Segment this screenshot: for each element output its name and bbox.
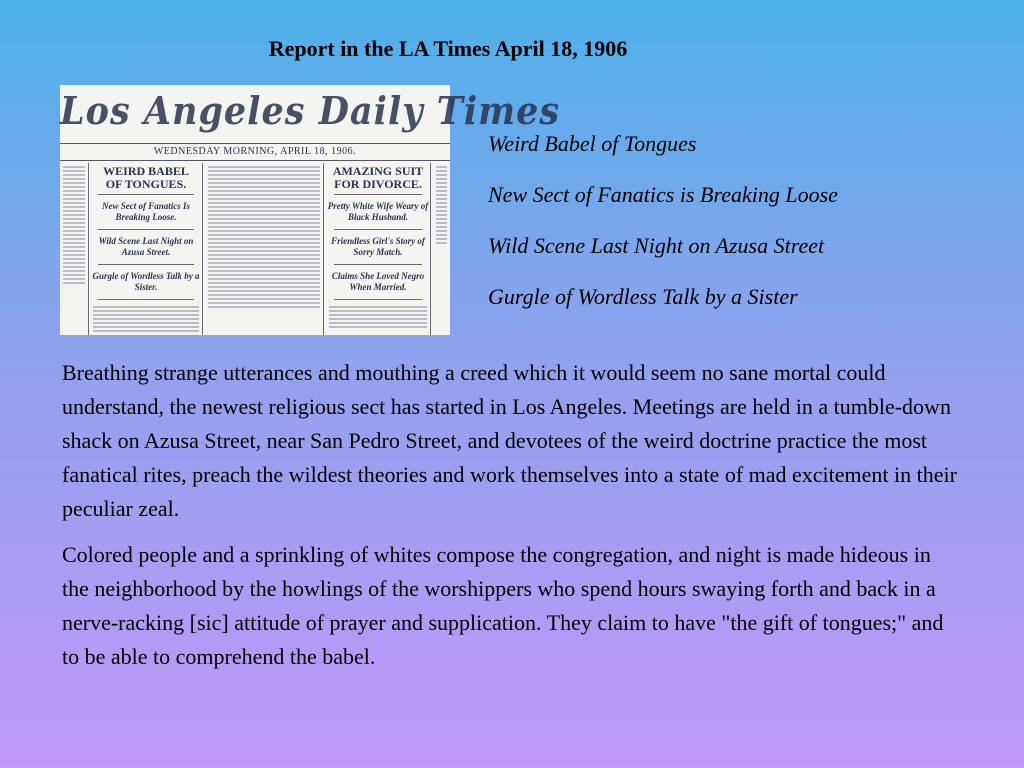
clipping-right-edge-column xyxy=(433,163,450,335)
clipping-left-column xyxy=(60,163,89,335)
clipping-subheading: Friendless Girl's Story of Sorry Match. xyxy=(331,236,425,257)
headline-item: Gurgle of Wordless Talk by a Sister xyxy=(488,284,798,309)
clipping-subheading: Gurgle of Wordless Talk by a Sister. xyxy=(92,271,200,292)
clipping-article-heading: WEIRD BABEL OF TONGUES. xyxy=(103,164,189,191)
excerpt-paragraph: Breathing strange utterances and mouthing a creed which it would seem no sane mortal could understand, the newest religious sect has started in Los Angeles. Meetings are held in a tumble-down shack on Azusa Street, near San Pedro Street, and devotees of the weird doctrine practice the most fanatical rites, preach the wildest theories and work themselves into a state of mad excitement in their peculiar zeal. xyxy=(62,360,957,521)
newspaper-masthead: Los Angeles Daily Times xyxy=(60,89,561,135)
headline-list xyxy=(488,118,1008,322)
excerpt-paragraph: Colored people and a sprinkling of whites compose the congregation, and night is made hideous in the neighborhood by the howlings of the worshippers who spend hours swaying forth and back in a nerve-racking [sic] attitude of prayer and supplication. They claim to have "the gift of tongues;" and to be able to comprehend the babel. xyxy=(62,542,944,669)
headline-item: Weird Babel of Tongues xyxy=(488,131,697,156)
newspaper-clipping-image xyxy=(60,85,561,335)
clipping-article-column xyxy=(90,163,203,335)
clipping-subheading: Pretty White Wife Weary of Black Husband. xyxy=(327,201,429,222)
clipping-body-column xyxy=(205,163,324,335)
article-excerpt xyxy=(62,356,962,686)
headline-item: New Sect of Fanatics is Breaking Loose xyxy=(488,182,838,207)
clipping-subheading: Claims She Loved Negro When Married. xyxy=(331,271,425,292)
clipping-divorce-column xyxy=(326,163,431,335)
newspaper-dateline: WEDNESDAY MORNING, APRIL 18, 1906. xyxy=(60,143,450,161)
clipping-subheading: Wild Scene Last Night on Azusa Street. xyxy=(98,236,194,257)
slide-title: Report in the LA Times April 18, 1906 xyxy=(268,36,628,61)
headline-item: Wild Scene Last Night on Azusa Street xyxy=(488,233,825,258)
clipping-subheading: New Sect of Fanatics Is Breaking Loose. xyxy=(101,201,190,222)
clipping-divorce-heading: AMAZING SUIT FOR DIVORCE. xyxy=(332,164,424,191)
